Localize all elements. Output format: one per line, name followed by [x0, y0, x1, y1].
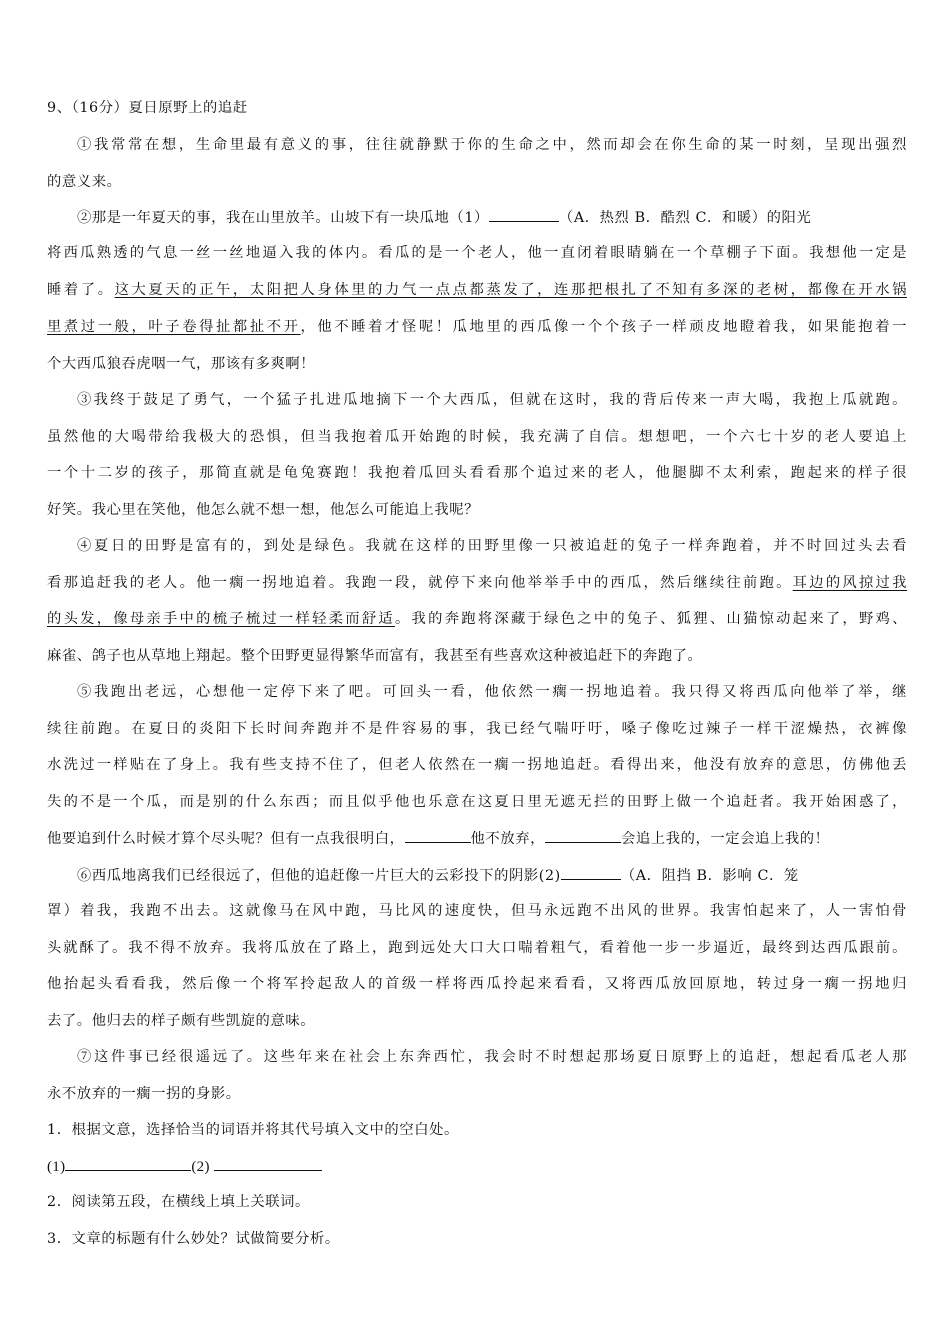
- paragraph-4-line-2: 看那追赶我的老人。他一瘸一拐地追着。我跑一段，就停下来向他举举手中的西瓜，然后继续往前跑。耳边的风掠过我: [47, 575, 907, 591]
- underlined-sentence-2-end: 的头发，像母亲手中的梳子梳过一样轻柔而舒适: [47, 611, 395, 627]
- paragraph-4-line-4: 麻雀、鸽子也从草地上翔起。整个田野更显得繁华而富有，我甚至有些喜欢这种被追赶下的奔跑了。: [47, 648, 703, 664]
- paragraph-1-line-1: ①我常常在想，生命里最有意义的事，往往就静默于你的生命之中，然而却会在你生命的某一时刻，呈现出强烈: [77, 137, 907, 153]
- paragraph-3-line-2: 虽然他的大喝带给我极大的恐惧，但当我抱着瓜开始跑的时候，我充满了自信。想想吧，一个六七十岁的老人要追上: [47, 429, 907, 445]
- blank-2[interactable]: [561, 865, 621, 880]
- paragraph-5-line-2: 续往前跑。在夏日的炎阳下长时间奔跑并不是件容易的事，我已经气喘吁吁，嗓子像吃过辣子一样干涩燥热，衣裤像: [47, 721, 907, 737]
- question-2: 2．阅读第五段，在横线上填上关联词。: [47, 1194, 310, 1210]
- paragraph-2-line-2: 将西瓜熟透的气息一丝一丝地逼入我的体内。看瓜的是一个老人，他一直闭着眼睛躺在一个草棚子下面。我想他一定是: [47, 245, 907, 261]
- paragraph-4-line-1: ④夏日的田野是富有的，到处是绿色。我就在这样的田野里像一只被追赶的兔子一样奔跑着，并不时回过头去看: [77, 538, 907, 554]
- question-1-answer-line: (1) (2): [47, 1156, 907, 1177]
- paragraph-7-line-2: 永不放弃的一瘸一拐的身影。: [47, 1086, 241, 1102]
- paragraph-2-line-1: ②那是一年夏天的事，我在山里放羊。山坡下有一块瓜地（1） （A．热烈 B．酷烈 C．和暖）的阳光: [47, 207, 907, 228]
- answer-blank-1[interactable]: [65, 1156, 191, 1171]
- paragraph-4-line-3: 的头发，像母亲手中的梳子梳过一样轻柔而舒适。我的奔跑将深藏于绿色之中的兔子、狐狸、山猫惊动起来了，野鸡、: [47, 611, 907, 627]
- paragraph-6-line-1: ⑥西瓜地离我们已经很远了，但他的追赶像一片巨大的云彩投下的阴影(2) （A．阻挡 B．影响 C．笼: [47, 865, 907, 886]
- paragraph-7-line-1: ⑦这件事已经很遥远了。这些年来在社会上东奔西忙，我会时不时想起那场夏日原野上的追赶，想起看瓜老人那: [77, 1049, 907, 1065]
- paragraph-3-line-1: ③我终于鼓足了勇气，一个猛子扎进瓜地摘下一个大西瓜，但就在这时，我的背后传来一声大喝，我抱上瓜就跑。: [77, 392, 907, 408]
- paragraph-5-line-1: ⑤我跑出老远，心想他一定停下来了吧。可回头一看，他依然一瘸一拐地追着。我只得又将西瓜向他举了举，继: [77, 684, 907, 700]
- paragraph-6-line-3: 头就酥了。我不得不放弃。我将瓜放在了路上，跑到远处大口大口喘着粗气，看着他一步一步逼近，最终到达西瓜跟前。: [47, 940, 907, 956]
- question-1: 1．根据文意，选择恰当的词语并将其代号填入文中的空白处。: [47, 1122, 459, 1138]
- paragraph-5-line-4: 失的不是一个瓜，而是别的什么东西；而且似乎他也乐意在这夏日里无遮无拦的田野上做一个追赶者。我开始困惑了，: [47, 794, 907, 810]
- paragraph-6-line-4: 他抬起头看看我，然后像一个将军拎起敌人的首级一样将西瓜拎起来看看，又将西瓜放回原地，转过身一瘸一拐地归: [47, 976, 907, 992]
- paragraph-2-line-3: 睡着了。这大夏天的正午，太阳把人身体里的力气一点点都蒸发了，连那把根扎了不知有多深的老树，都像在开水锅: [47, 282, 907, 298]
- paragraph-6-line-2: 罩）着我，我跑不出去。这就像马在风中跑，马比风的速度快，但马永远跑不出风的世界。我害怕起来了，人一害怕骨: [47, 903, 907, 919]
- underlined-sentence: 这大夏天的正午，太阳把人身体里的力气一点点都蒸发了，连那把根扎了不知有多深的老树，都像在开水锅: [114, 282, 907, 298]
- paragraph-3-line-3: 一个十二岁的孩子，那简直就是龟兔赛跑！我抱着瓜回头看看那个追过来的老人，他腿脚不太利索，跑起来的样子很: [47, 465, 907, 481]
- question-3: 3．文章的标题有什么妙处？试做简要分析。: [47, 1231, 340, 1247]
- paragraph-5-line-5: 他要追到什么时候才算个尽头呢？但有一点我很明白， 他不放弃， 会追上我的，一定会追上我的！: [47, 828, 907, 849]
- answer-blank-2[interactable]: [214, 1156, 322, 1171]
- paragraph-1-line-2: 的意义来。: [47, 174, 122, 190]
- paragraph-3-line-4: 好笑。我心里在笑他，他怎么就不想一想，他怎么可能追上我呢？: [47, 502, 480, 518]
- paragraph-2-line-4: 里煮过一般，叶子卷得扯都扯不开，他不睡着才怪呢！瓜地里的西瓜像一个个孩子一样顽皮地瞪着我，如果能抱着一: [47, 319, 907, 335]
- blank-1[interactable]: [489, 207, 559, 222]
- paragraph-5-line-3: 水洗过一样贴在了身上。我有些支持不住了，但老人依然在一瘸一拐地追赶。看得出来，他没有放弃的意思，仿佛他丢: [47, 757, 907, 773]
- paragraph-6-line-5: 去了。他归去的样子颇有些凯旋的意味。: [47, 1013, 316, 1029]
- blank-conj-2[interactable]: [545, 828, 621, 843]
- underlined-sentence-end: 里煮过一般，叶子卷得扯都扯不开: [47, 319, 301, 335]
- underlined-sentence-2: 耳边的风掠过我: [792, 575, 907, 591]
- blank-conj-1[interactable]: [405, 828, 471, 843]
- paragraph-2-line-5: 个大西瓜狼吞虎咽一气，那该有多爽啊！: [47, 356, 316, 372]
- question-header: 9、（16分）夏日原野上的追赶: [47, 100, 248, 116]
